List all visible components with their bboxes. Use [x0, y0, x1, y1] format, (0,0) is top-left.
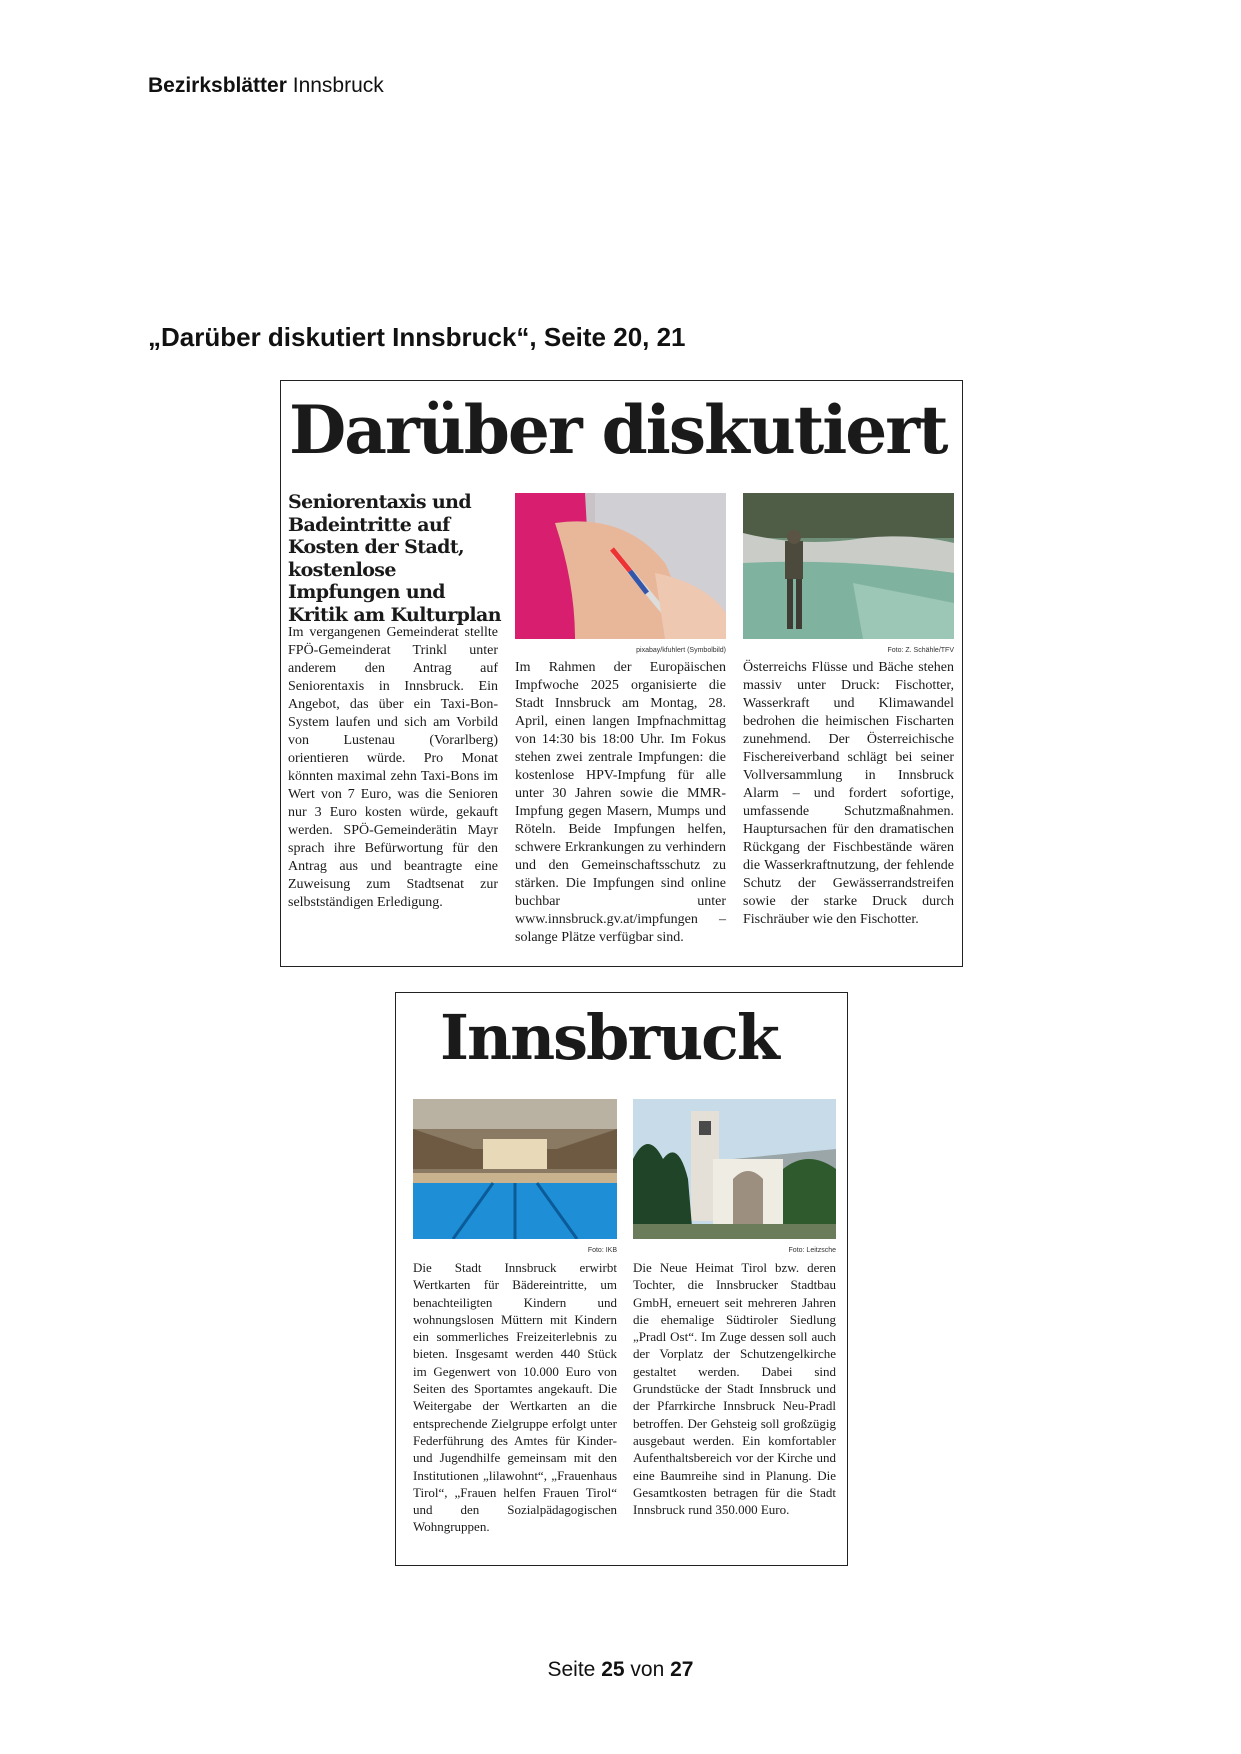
document-header [148, 74, 384, 98]
river-fishing-photo [743, 493, 954, 639]
photo-credit: pixabay/kfuhlert (Symbolbild) [636, 647, 726, 654]
church-photo [633, 1099, 836, 1239]
clipping-masthead: Darüber diskutiert [289, 391, 947, 469]
clipping-masthead: Innsbruck [440, 1001, 778, 1074]
indoor-pool-photo [413, 1099, 617, 1239]
section-title: „Darüber diskutiert Innsbruck“, Seite 20, 21 [148, 322, 686, 352]
current-page: 25 [601, 1658, 625, 1681]
photo-credit: Foto: Z. Schähle/TFV [887, 647, 954, 654]
article-body-baedereintritte: Die Stadt Innsbruck erwirbt Wertkarten für Bädereintritte, um benachteiligten Kindern und wohnungslosen Müttern mit Kindern ein sommerliches Freizeiterlebnis zu bieten. Insgesamt werden 440 Stück im Gegenwert von 10.000 Euro von Seiten des Sportamtes angekauft. Die Weitergabe der Wertkarten an die entsprechende Zielgruppe erfolgt unter Federführung des Amtes für Kinder- und Jugendhilfe gemeinsam mit den Institutionen „lilawohnt“, „Frauenhaus Tirol“, „Frauen helfen Frauen Tirol“ und den Sozialpädagogischen Wohngruppen. [413, 1260, 617, 1535]
page-number: Seite 25 von 27 [547, 1658, 694, 1681]
vaccination-photo [515, 493, 726, 639]
photo-credit: Foto: IKB [587, 1247, 617, 1254]
article-body-seniorentaxis: Im vergangenen Gemeinderat stellte FPÖ-Gemeinderat Trinkl unter anderem den Antrag auf Seniorentaxis in Innsbruck. Ein Angebot, das über ein Taxi-Bon-System laufen und sich am Vorbild von Lustenau (Vorarlberg) orientieren würde. Pro Monat könnten maximal zehn Taxi-Bons im Wert von 7 Euro, was die Senioren nur 3 Euro kosten würde, gekauft werden. SPÖ-Gemeinderätin Mayr sprach ihre Befürwortung für den Antrag aus und beantragte eine Zuweisung zum Stadtsenat zur selbstständigen Erledigung. [288, 625, 498, 910]
photo-credit: Foto: Leitzsche [788, 1247, 836, 1254]
article-body-fluesse: Österreichs Flüsse und Bäche stehen massiv unter Druck: Fischotter, Wasserkraft und Klimawandel bedrohen die heimischen Fischarten zunehmend. Der Österreichische Fischereiverband schlägt bei seiner Vollversammlung in Innsbruck Alarm – und fordert sofortige, umfassende Schutzmaßnahmen. Hauptursachen für den dramatischen Rückgang der Fischbestände wären die Wasserkraftnutzung, der fehlende Schutz der Gewässerrandstreifen sowie der starke Druck durch Fischräuber wie den Fischotter. [743, 660, 954, 927]
publication-location: Innsbruck [292, 74, 384, 97]
newspaper-clipping-innsbruck [395, 992, 848, 1566]
total-pages: 27 [670, 1658, 694, 1681]
article-body-pradl-ost: Die Neue Heimat Tirol bzw. deren Tochter, die Innsbrucker Stadtbau GmbH, erneuert seit mehreren Jahren die ehemalige Südtiroler Siedlung „Pradl Ost“. Im Zuge dessen soll auch der Vorplatz der Schutzengelkirche gestaltet werden. Dabei sind Grundstücke der Stadt Innsbruck und der Pfarrkirche Innsbruck Neu-Pradl betroffen. Der Gehsteig soll großzügig ausgebaut werden. Ein komfortabler Aufenthaltsbereich vor der Kirche und eine Baumreihe sind in Planung. Die Gesamtkosten betragen für die Stadt Innsbruck rund 350.000 Euro. [633, 1260, 836, 1518]
publication-name: Bezirksblätter [148, 74, 287, 97]
article-subhead: Seniorentaxis und Badeintritte auf Kosten der Stadt, kostenlose Impfungen und Kritik am Kulturplan [288, 491, 501, 626]
newspaper-clipping-darueber-diskutiert [280, 380, 963, 967]
article-body-impfwoche: Im Rahmen der Europäischen Impfwoche 2025 organisierte die Stadt Innsbruck am Montag, 28. April, einen langen Impfnachmittag von 14:30 bis 18:00 Uhr. Im Fokus stehen zwei zentrale Impfungen: die kostenlose HPV-Impfung für alle unter 30 Jahren sowie die MMR-Impfung gegen Masern, Mumps und Röteln. Beide Impfungen helfen, schwere Erkrankungen zu verhindern und den Gemeinschaftsschutz zu stärken. Die Impfungen sind online buchbar unter www.innsbruck.gv.at/impfungen – solange Plätze verfügbar sind. [515, 660, 726, 945]
